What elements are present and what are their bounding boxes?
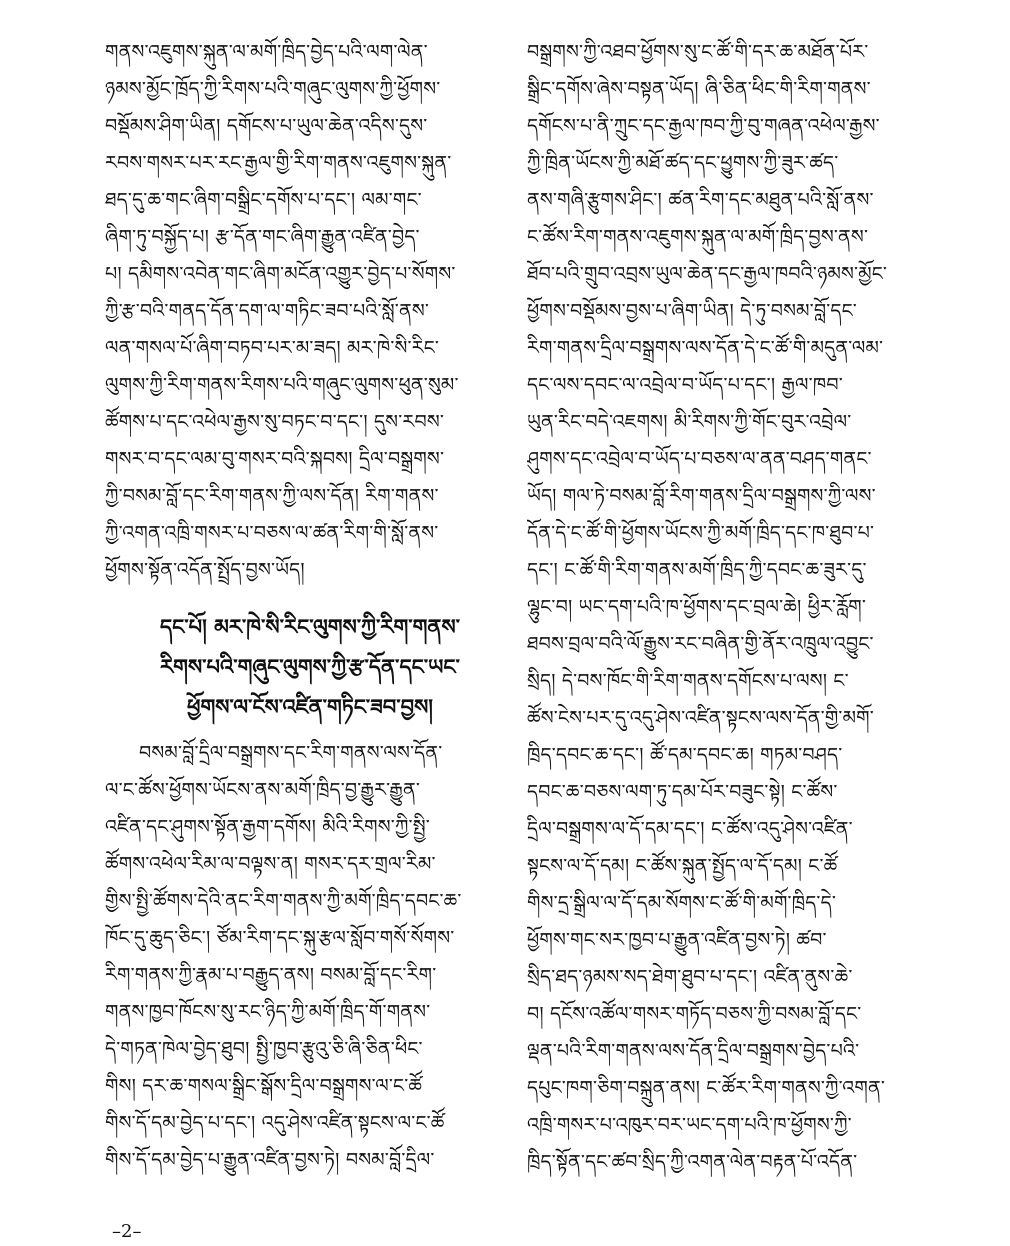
- text-line: གནས་འཇུགས་སྐུན་ལ་མགོ་ཁྲིད་བྱེད་པའི་ལག་ལེན་: [105, 41, 428, 63]
- text-line: ཤུགས་དང་འབྲེལ་བ་ཡོད་པ་བཅས་ལ་ནན་བཤད་གནང་: [527, 448, 872, 470]
- text-line: དྲིལ་བསྒྲགས་ལ་དོ་དམ་དང་། ང་ཚོས་འདུ་ཤེས་འཛིན་: [527, 818, 853, 840]
- text-line: རབས་གསར་པར་རང་རྒྱལ་གྱི་རིག་གནས་འཇུགས་སྐུན་: [105, 152, 452, 174]
- text-line: ཕྱོགས་བསྡོམས་བྱས་པ་ཞིག་ཡིན། དེ་ཏུ་བསམ་བློ་དང་: [527, 300, 857, 322]
- text-line: གིས། དར་ཆ་གསལ་སྒྲིང་སྒོས་དྲིལ་བསྒྲགས་ལ་ང་ཚོ: [105, 1075, 423, 1097]
- text-line: ཀྱི་འགན་འཁྲི་གསར་པ་བཅས་ལ་ཚན་རིག་གི་སློ་ནས་: [105, 522, 439, 544]
- text-line: ཡོད། གལ་ཏེ་བསམ་བློ་རིག་གནས་དྲིལ་བསྒྲགས་ཀྱི་ལས་: [527, 485, 876, 507]
- text-line: གིས་དོ་དམ་བྱེད་པ་དང་། འདུ་ཤེས་འཛིན་སྟངས་ལ་ང་ཚོ: [105, 1112, 445, 1134]
- text-line: བ། དངོས་འཚོལ་གསར་གཏོད་བཅས་ཀྱི་བསམ་བློ་དང་: [527, 1003, 862, 1025]
- text-line: ཚོགས་པ་དང་འཕེལ་རྒྱས་སུ་བཏང་བ་དང་། དུས་རབས་: [105, 411, 445, 433]
- text-line: ཡུན་རིང་བདེ་འཇགས། མི་རིགས་ཀྱི་གོང་བུར་འབྲེལ་: [527, 411, 852, 433]
- text-line: གྱིས་སྤྱི་ཚོགས་དེའི་ནང་རིག་གནས་ཀྱི་མགོ་ཁྲིད་དབང་ཆ་: [105, 890, 462, 912]
- text-line: ཕྱོགས་གང་སར་ཁྱབ་པ་རྒྱུན་འཛིན་བྱས་ཏེ། ཚབ་: [527, 929, 827, 951]
- text-line: ཐད་དུ་ཆ་གང་ཞིག་བསྒྲིང་དགོས་པ་དང་། ལམ་གང་: [105, 189, 422, 211]
- heading-line: དང་པོ། མར་ཁེ་སི་རིང་ལུགས་ཀྱི་རིག་གནས་: [159, 614, 461, 639]
- text-line: གིས་དོ་དམ་བྱེད་པ་རྒྱུན་འཛིན་བྱས་ཏེ། བསམ་བློ་དྲིལ་: [105, 1149, 435, 1171]
- left-paragraph-1: [105, 34, 515, 589]
- text-line: ཉམས་མྱོང་ཁྲོད་ཀྱི་རིགས་པའི་གཞུང་ལུགས་ཀྱི་ཕྱོགས་: [105, 78, 441, 100]
- text-line: དང་། ང་ཚོ་གི་རིག་གནས་མགོ་ཁྲིད་ཀྱི་དབང་ཆ་ཟུར་དུ་: [527, 559, 867, 581]
- text-line: ཕྱོགས་སྟོན་འདོན་སྤྲོད་བྱས་ཡོད།: [105, 559, 305, 581]
- text-line: གནས་ཁྱབ་ཁོངས་སུ་རང་ཉིད་ཀྱི་མགོ་ཁྲིད་གོ་གནས་: [105, 1001, 431, 1023]
- text-line: ལྡན་པའི་རིག་གནས་ལས་དོན་དྲིལ་བསྒྲགས་བྱེད་པའི་: [527, 1040, 860, 1062]
- text-line: ཁྲིད་དབང་ཆ་དང་། ཚོ་དམ་དབང་ཆ། གཏམ་བཤད་: [527, 744, 843, 766]
- text-line: ལན་གསལ་པོ་ཞིག་བཏབ་པར་མ་ཟད། མར་ཁེ་སི་རིང་: [105, 337, 440, 359]
- text-line: ཚོགས་འཕེལ་རིམ་ལ་བལྟས་ན། གསར་དར་གྲལ་རིམ་: [105, 853, 436, 875]
- text-line: ཀྱི་ཁྲིན་ཡོངས་ཀྱི་མཐོ་ཚད་དང་ཕྱུགས་ཀྱི་ཟུར་ཚད་: [527, 152, 839, 174]
- text-line: སྲིད་ཐད་ཉམས་སད་ཐེག་ཐུབ་པ་དང་། འཛིན་ནུས་ཆེ་: [527, 966, 853, 988]
- text-line: བསྒྲགས་ཀྱི་འཐབ་ཕྱོགས་སུ་ང་ཚོ་གི་དར་ཆ་མཐོན་པོར་: [527, 41, 869, 63]
- text-line: ཐབས་བྲལ་བའི་ལོ་རྒྱུས་རང་བཞིན་གྱི་ནོར་འཁྲུལ་འབྱུང་: [527, 633, 874, 655]
- text-line: དབང་ཆ་བཅས་ལག་ཏུ་དམ་པོར་བཟུང་སྟེ། ང་ཚོས་: [527, 781, 838, 803]
- text-line: ཁོང་དུ་ཆུད་ཅིང་། ཙོམ་རིག་དང་སྐུ་རྩལ་སློབ་གསོ་སོགས་: [105, 927, 455, 949]
- page-number: –2–: [112, 1221, 142, 1242]
- text-line: འཛིན་དང་ཤུགས་སྟོན་རྒྱག་དགོས། མིའི་རིགས་ཀྱི་སྤྱི་: [105, 816, 430, 838]
- text-line: ཀྱི་བསམ་བློ་དང་རིག་གནས་ཀྱི་ལས་དོན། རིག་གནས་: [105, 485, 439, 507]
- left-paragraph-2: [105, 735, 515, 1179]
- text-line: གིས་དྲ་སྒྲིལ་ལ་དོ་དམ་སོགས་ང་ཚོ་གི་མགོ་ཁྲིད་དེ་: [527, 892, 837, 914]
- text-line: གསར་བ་དང་ལམ་བུ་གསར་བའི་སྐབས། དྲིལ་བསྒྲགས་: [105, 448, 445, 470]
- text-line: དང་ལས་དབང་ལ་འབྲེལ་བ་ཡོད་པ་དང་། རྒྱལ་ཁབ་: [527, 374, 843, 396]
- text-line: ཚོས་ངེས་པར་དུ་འདུ་ཤེས་འཛིན་སྟངས་ལས་དོན་གྱི་མགོ་: [527, 707, 874, 729]
- text-line: བསམ་བློ་དྲིལ་བསྒྲགས་དང་རིག་གནས་ལས་དོན་: [139, 742, 443, 764]
- text-line: ལུགས་ཀྱི་རིག་གནས་རིགས་པའི་གཞུང་ལུགས་ཕུན་སུམ་: [105, 374, 459, 396]
- text-line: རིག་གནས་དྲིལ་བསྒྲགས་ལས་དོན་དེ་ང་ཚོ་གི་མདུན་ལམ་: [527, 337, 884, 359]
- text-line: སྟངས་ལ་དོ་དམ། ང་ཚོས་སྐུན་སྤྱོད་ལ་དོ་དམ། ང་ཚོ: [527, 855, 838, 877]
- text-line: ཐོབ་པའི་གྲུབ་འབྲས་ཡུལ་ཆེན་དང་རྒྱལ་ཁབའི་ཉམས་མྱོང་: [527, 263, 888, 285]
- text-line: དོན་དེ་ང་ཚོ་གི་ཕྱོགས་ཡོངས་ཀྱི་མགོ་ཁྲིད་དང་ཁ་ཐུབ་པ་: [527, 522, 875, 544]
- text-line: ཀྱི་རྩ་བའི་གནད་དོན་དག་ལ་གཏིང་ཟབ་པའི་སློ་ནས་: [105, 300, 430, 322]
- text-line: སྲིད། དེ་བས་ཁོང་གི་རིག་གནས་དགོངས་པ་ལས། ང་: [527, 670, 849, 692]
- text-line: ལ་ང་ཚོས་ཕྱོགས་ཡོངས་ནས་མགོ་ཁྲིད་བྱ་རྒྱུར་རྒྱུན་: [105, 779, 421, 801]
- left-column: [105, 34, 515, 1179]
- text-line: ནས་གཞི་རྩུགས་ཤིང་། ཚན་རིག་དང་མཐུན་པའི་སློ་ནས་: [527, 189, 874, 211]
- text-line: བསྡོམས་ཤིག་ཡིན། དགོངས་པ་ཡུལ་ཆེན་འདིས་དུས་: [105, 115, 428, 137]
- right-paragraph: [527, 34, 937, 1181]
- heading-line: ཕྱོགས་ལ་ངོས་འཛིན་གཏིང་ཟབ་བྱས།: [187, 694, 433, 719]
- text-line: དེ་གཏན་ཁེལ་བྱེད་ཐུབ། སྤྱི་ཁྱབ་རྩུའུ་ཅི་ཞི་ཅིན་ཕིང་: [105, 1038, 423, 1060]
- section-heading: [105, 607, 515, 727]
- text-line: ཁྲིད་སྟོན་དང་ཚབ་སྲིད་ཀྱི་འགན་ལེན་བརྟན་པོ་འདོན་: [527, 1151, 858, 1173]
- text-line: དཔུང་ཁག་ཅིག་བསྐྲུན་ནས། ང་ཚོར་རིག་གནས་ཀྱི་འགན་: [527, 1077, 886, 1099]
- text-line: ང་ཚོས་རིག་གནས་འཇུགས་སྐུན་ལ་མགོ་ཁྲིད་བྱས་ནས་: [527, 226, 869, 248]
- text-line: འཁྲི་གསར་པ་འཁུར་བར་ཡང་དག་པའི་ཁ་ཕྱོགས་ཀྱི་: [527, 1114, 852, 1136]
- text-line: རིག་གནས་ཀྱི་རྣམ་པ་བརྒྱུད་ནས། བསམ་བློ་དང་རིག་: [105, 964, 437, 986]
- heading-line: རིགས་པའི་གཞུང་ལུགས་ཀྱི་རྩ་དོན་དང་ཡང་: [160, 654, 460, 679]
- text-line: སྒྲིང་དགོས་ཞེས་བསྟན་ཡོད། ཞི་ཅིན་ཕིང་གི་རིག་གནས་: [527, 78, 871, 100]
- text-line: དགོངས་པ་ནི་ཀྲུང་དང་རྒྱལ་ཁབ་ཀྱི་བུ་གཞན་འཕེལ་རྒྱས་: [527, 115, 880, 137]
- text-line: ཞིག་ཏུ་བསྐྱོད་པ། རྩ་དོན་གང་ཞིག་རྒྱུན་འཛིན་བྱེད་: [105, 226, 420, 248]
- text-line: ལྷུང་བ། ཡང་དག་པའི་ཁ་ཕྱོགས་དང་བྲལ་ཆེ། ཕྱིར་རློག་: [527, 596, 867, 618]
- right-column: [527, 34, 937, 1181]
- text-line: པ། དམིགས་འབེན་གང་ཞིག་མངོན་འགྱུར་བྱེད་པ་སོགས་: [105, 263, 456, 285]
